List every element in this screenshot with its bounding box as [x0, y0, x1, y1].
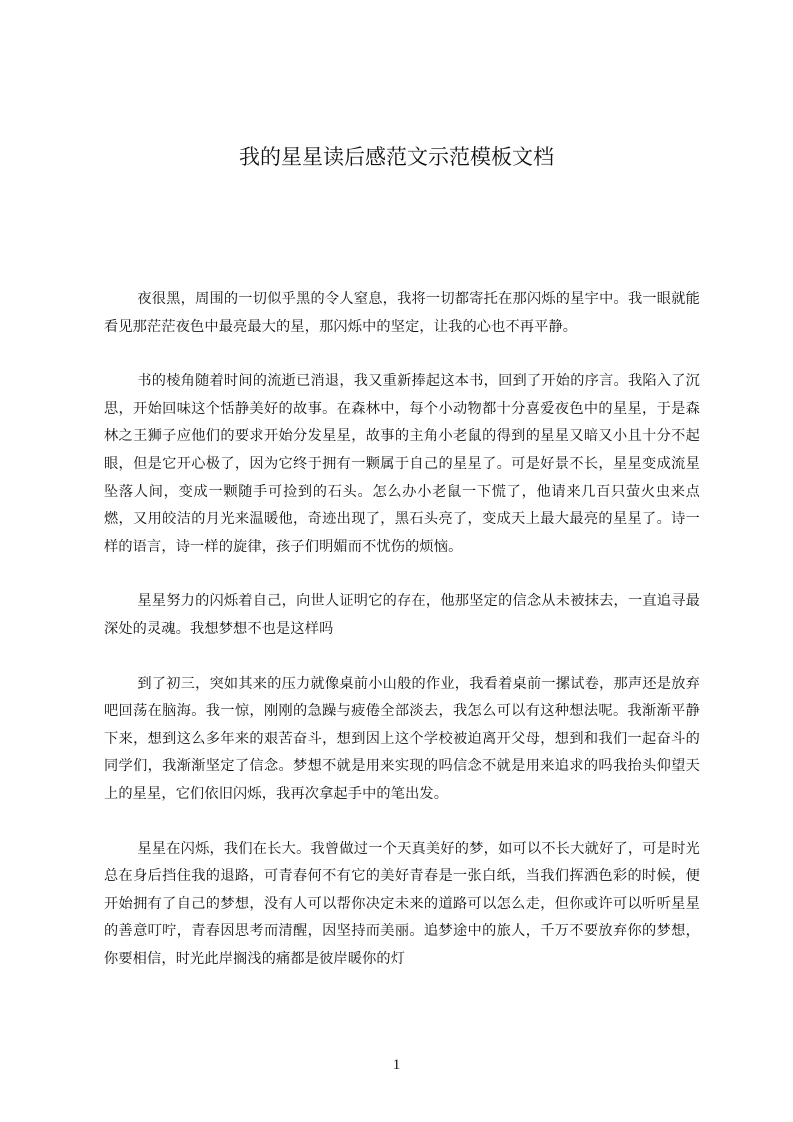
document-body	[104, 286, 700, 1000]
paragraph-1: 夜很黑，周围的一切似乎黑的令人窒息，我将一切都寄托在那闪烁的星宇中。我一眼就能看见那茫茫夜色中最亮最大的星，那闪烁中的坚定，让我的心也不再平静。	[104, 291, 700, 335]
page-number: 1	[392, 1057, 401, 1073]
document-title: 我的星星读后感范文示范模板文档	[239, 145, 554, 169]
paragraph-3: 星星努力的闪烁着自己，向世人证明它的存在，他那坚定的信念从未被抹去，一直追寻最深处的灵魂。我想梦想不也是这样吗	[104, 593, 700, 637]
paragraph-2: 书的棱角随着时间的流逝已消退，我又重新捧起这本书，回到了开始的序言。我陷入了沉思，开始回味这个恬静美好的故事。在森林中，每个小动物都十分喜爱夜色中的星星，于是森林之王狮子应他们的要求开始分发星星，故事的主角小老鼠的得到的星星又暗又小且十分不起眼，但是它开心极了，因为它终于拥有一颗属于自己的星星了。可是好景不长，星星变成流星坠落人间，变成一颗随手可捡到的石头。怎么办小老鼠一下慌了，他请来几百只萤火虫来点燃，又用皎洁的月光来温暖他，奇迹出现了，黑石头亮了，变成天上最大最亮的星星了。诗一样的语言，诗一样的旋律，孩子们明媚而不忧伤的烦恼。	[104, 373, 700, 555]
paragraph-5: 星星在闪烁，我们在长大。我曾做过一个天真美好的梦，如可以不长大就好了，可是时光总在身后挡住我的退路，可青春何不有它的美好青春是一张白纸，当我们挥洒色彩的时候，便开始拥有了自己的梦想，没有人可以帮你决定未来的道路可以怎么走，但你或许可以听听星星的善意叮咛，青春因思考而清醒，因坚持而美丽。追梦途中的旅人，千万不要放弃你的梦想，你要相信，时光此岸搁浅的痛都是彼岸暖你的灯	[104, 840, 700, 967]
paragraph-4: 到了初三，突如其来的压力就像桌前小山般的作业，我看着桌前一摞试卷，那声还是放弃吧回荡在脑海。我一惊，刚刚的急躁与疲倦全部淡去，我怎么可以有这种想法呢。我渐渐平静下来，想到这么多年来的艰苦奋斗，想到因上这个学校被迫离开父母，想到和我们一起奋斗的同学们，我渐渐坚定了信念。梦想不就是用来实现的吗信念不就是用来追求的吗我抬头仰望天上的星星，它们依旧闪烁，我再次拿起手中的笔出发。	[104, 675, 700, 802]
